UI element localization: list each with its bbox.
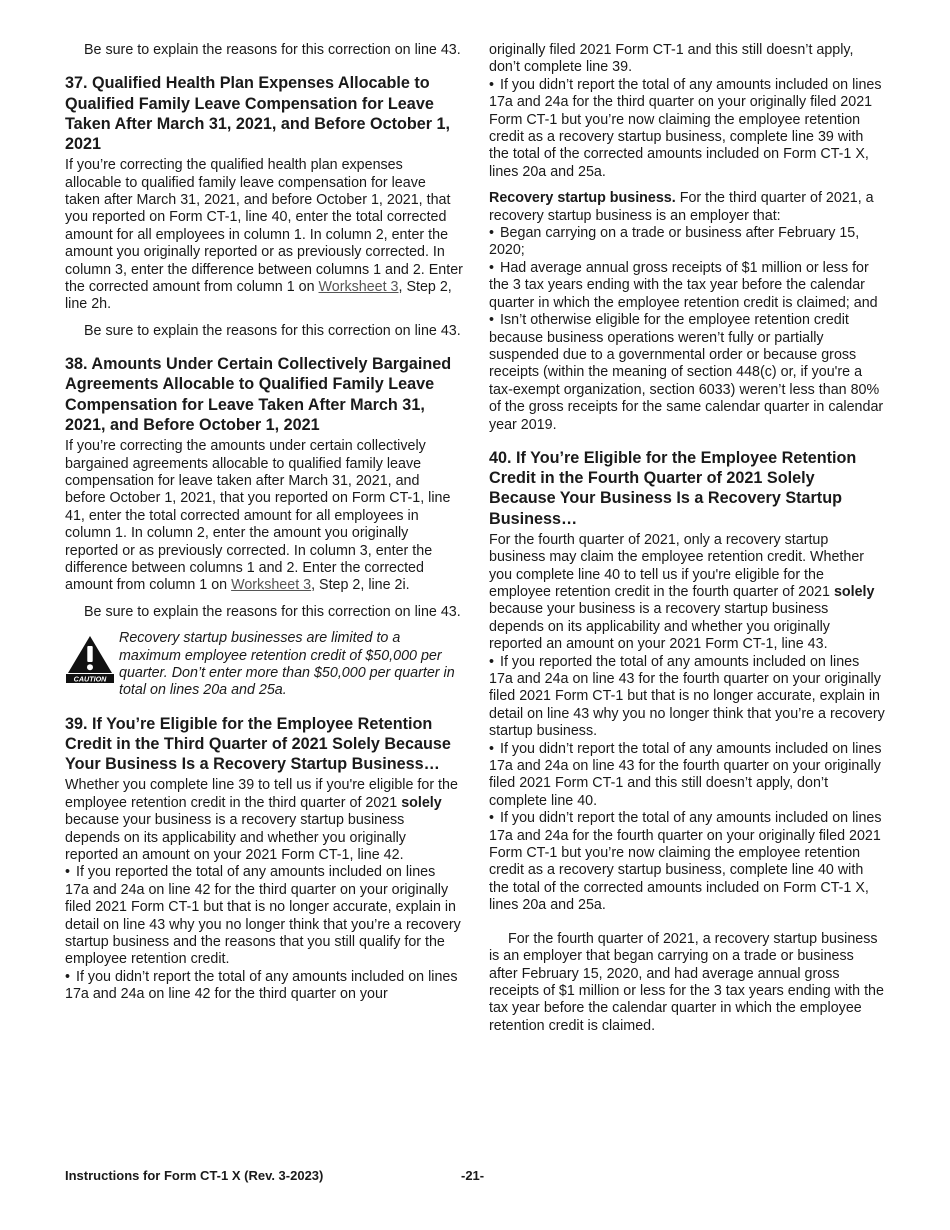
bullet-line-39-not-reported: • If you didn’t report the total of any amounts included on lines 17a and 24a on line 42 for the third quarter on your: [65, 969, 463, 1004]
caution-icon: [65, 634, 115, 684]
paragraph-line-37-end: , Step 2, line 2h.: [65, 279, 452, 313]
emphasis-solely: solely: [401, 794, 442, 811]
left-column: [65, 42, 463, 1004]
footer-form-title: Instructions for Form CT-1 X (Rev. 3-2023): [65, 1168, 324, 1183]
heading-line-37: 37. Qualified Health Plan Expenses Allocable to Qualified Family Leave Compensation for Leave Taken After March 31, 2021, and Before October 1, 2021: [65, 74, 451, 154]
paragraph-line-37: [65, 157, 463, 314]
paragraph-line-40: [489, 532, 885, 654]
paragraph-line-38-text: If you’re correcting the amounts under certain collectively bargained agreements allocable to qualified family leave compensation for leave taken after March 31, 2021, and before October 1, 2021, that you reported on Form CT-1, line 41, enter the total corrected amount for all employees in column 1. In column 2, enter the amount you originally reported or as previously corrected. In column 3, enter the difference between columns 1 and 2. Enter the corrected amount from column 1 on: [65, 438, 451, 594]
paragraph-explain-reasons-38: Be sure to explain the reasons for this correction on line 43.: [84, 603, 461, 620]
bullet-line-40-not-reported: • If you didn’t report the total of any amounts included on lines 17a and 24a on line 43 for the fourth quarter on your originally filed 2021 Form CT-1 and this still doesn’t apply, don’t complete line 40.: [489, 741, 885, 811]
paragraph-line-37-text: If you’re correcting the qualified health plan expenses allocable to qualified family leave compensation for leave taken after March 31, 2021, and before October 1, 2021, that you reported on Form CT-1, line 40, enter the total corrected amount for all employees in column 1. In column 2, enter the amount you originally reported or as previously corrected. In column 3, enter the difference between columns 1 and 2. Enter the corrected amount from column 1 on: [65, 157, 463, 296]
paragraph-explain-reasons-37: Be sure to explain the reasons for this correction on line 43.: [84, 322, 461, 339]
paragraph-line-39: [65, 777, 463, 864]
emphasis-solely: solely: [833, 583, 875, 600]
heading-line-39: 39. If You’re Eligible for the Employee Retention Credit in the Third Quarter of 2021 Solely Because Your Business Is a Recovery Startup Business…: [65, 714, 451, 774]
caution-text: Recovery startup businesses are limited to a maximum employee retention credit of $50,000 per quarter. Don’t enter more than $50,000 per quarter in total on lines 20a and 25a.: [119, 630, 455, 699]
worksheet-3-link[interactable]: Worksheet 3: [318, 279, 399, 296]
bullet-line-40-now-claiming: • If you didn’t report the total of any amounts included on lines 17a and 24a for the fourth quarter on your originally filed 2021 Form CT-1 but you’re now claiming the employee retention credit as a recovery startup business, complete line 40 with the total of the corrected amounts included on Form CT-1 X, lines 20a and 25a.: [489, 810, 885, 914]
bullet-began-carrying: • Began carrying on a trade or business after February 15, 2020;: [489, 225, 885, 260]
bullet-line-39-reported: • If you reported the total of any amounts included on lines 17a and 24a on line 42 for the third quarter on your originally filed 2021 Form CT-1 but that is no longer accurate, explain in detail on line 43 why you no longer think that you’re a recovery startup business and the reasons that you still qualify for the employee retention credit.: [65, 864, 463, 968]
recovery-startup-text: For the third quarter of 2021, a recovery startup business is an employer that:: [489, 190, 874, 224]
paragraph-explain-reasons-top: Be sure to explain the reasons for this correction on line 43.: [84, 42, 461, 58]
paragraph-recovery-startup-definition: [489, 190, 885, 225]
paragraph-line-38-end: , Step 2, line 2i.: [311, 577, 410, 594]
recovery-startup-label: Recovery startup business.: [489, 190, 676, 207]
worksheet-3-link[interactable]: Worksheet 3: [231, 577, 312, 594]
bullet-gross-receipts: • Had average annual gross receipts of $1 million or less for the 3 tax years ending with the tax year before the calendar quarter in which the employee retention credit is claimed; and: [489, 260, 885, 312]
bullet-line-39-now-claiming: • If you didn’t report the total of any amounts included on lines 17a and 24a for the third quarter on your originally filed 2021 Form CT-1 but you’re now claiming the employee retention credit as a recovery startup business, complete line 39 with the total of the corrected amounts included on Form CT-1 X, lines 20a and 25a.: [489, 77, 885, 181]
bullet-line-40-reported: • If you reported the total of any amounts included on lines 17a and 24a on line 43 for the fourth quarter on your originally filed 2021 Form CT-1 but that is no longer accurate, explain in detail on line 43 why you no longer think that you’re a recovery startup business.: [489, 654, 885, 741]
paragraph-line-39-text: Whether you complete line 39 to tell us if you're eligible for the employee retention credit in the third quarter of 2021: [65, 777, 458, 811]
paragraph-line-38: [65, 438, 463, 595]
right-column: [489, 42, 885, 1044]
heading-line-38: 38. Amounts Under Certain Collectively Bargained Agreements Allocable to Qualified Family Leave Compensation for Leave Taken After March 31, 2021, and Before October 1, 2021: [65, 355, 452, 434]
caution-note: [65, 630, 463, 700]
paragraph-fourth-quarter-definition: For the fourth quarter of 2021, a recovery startup business is an employer that began carrying on a trade or business after February 15, 2020, and had average annual gross receipts of $1 million or less for the 3 tax years ending with the tax year before the calendar quarter in which the employee retention credit is claimed.: [489, 930, 884, 1034]
caution-label: CAUTION: [73, 674, 107, 684]
paragraph-line-40-end: because your business is a recovery startup business depends on its applicability and whether you originally reported an amount on your 2021 Form CT-1, line 43.: [489, 601, 830, 653]
footer-page-number: -21-: [461, 1168, 485, 1183]
bullet-line-39-not-reported-continued: originally filed 2021 Form CT-1 and this still doesn’t apply, don’t complete line 39.: [489, 42, 854, 76]
paragraph-line-39-end: because your business is a recovery startup business depends on its applicability and whether you originally reported an amount on your 2021 Form CT-1, line 42.: [65, 812, 406, 864]
bullet-not-otherwise-eligible: • Isn’t otherwise eligible for the employee retention credit because business operations weren’t fully or partially suspended due to a governmental order or because gross receipts (within the meaning of section 448(c) or, if you're a tax-exempt organization, section 6033) weren’t less than 80% of the gross receipts for the same calendar quarter in calendar year 2019.: [489, 312, 885, 434]
heading-line-40: 40. If You’re Eligible for the Employee Retention Credit in the Fourth Quarter of 2021 Solely Because Your Business Is a Recovery Startup Business…: [489, 448, 857, 528]
paragraph-line-40-text: For the fourth quarter of 2021, only a recovery startup business may claim the employee retention credit. Whether you complete line 40 to tell us if you're eligible for the employee retention credit in the fourth quarter of 2021: [489, 531, 865, 600]
